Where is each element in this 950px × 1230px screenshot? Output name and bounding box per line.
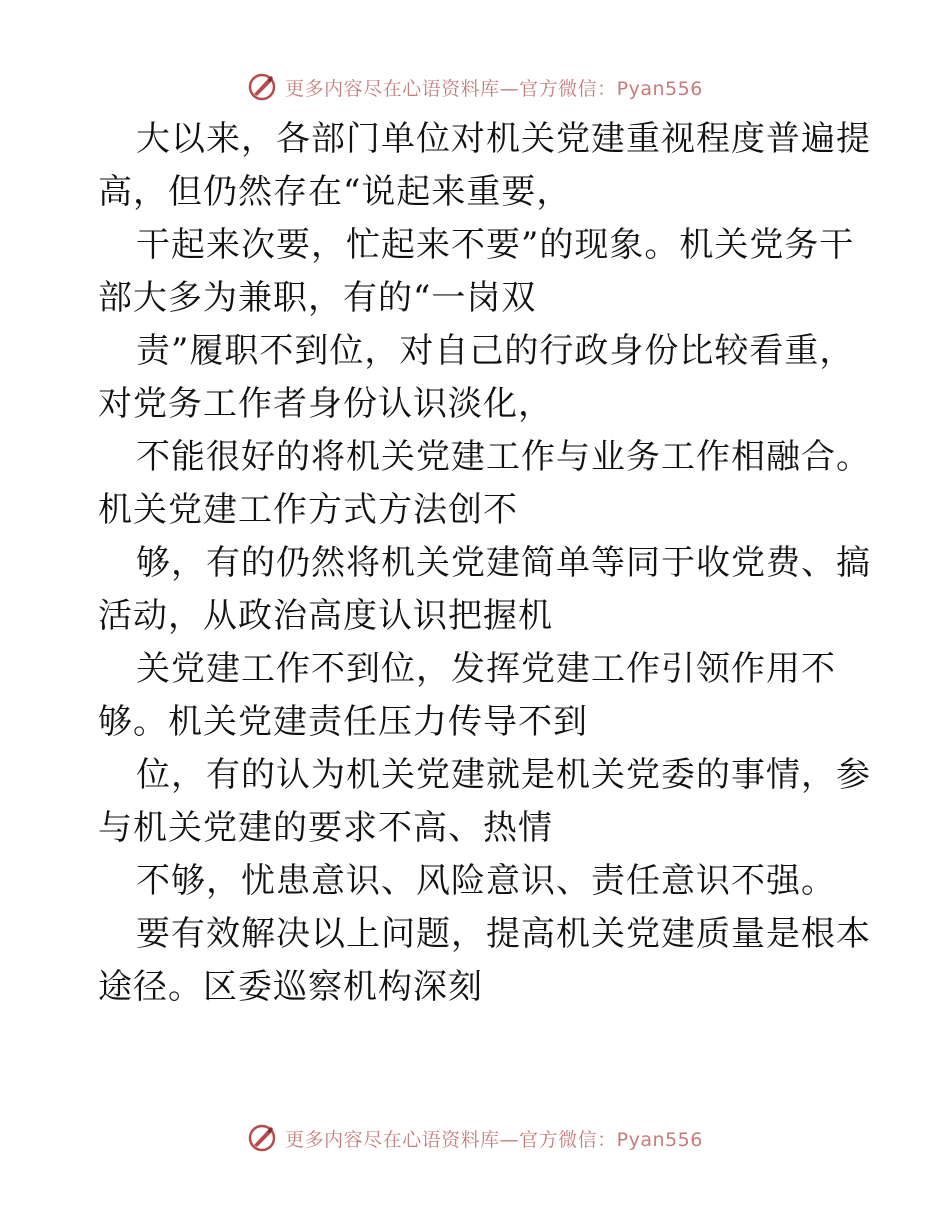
paragraph-line: 与机关党建的要求不高、热情 <box>98 808 553 848</box>
paragraph-line: 够，有的仍然将机关党建简单等同于收党费、搞 <box>136 543 871 583</box>
paragraph-line: 不够，忧患意识、风险意识、责任意识不强。 <box>136 861 836 901</box>
paragraph-line: 部大多为兼职，有的“一岗双 <box>98 278 537 318</box>
paragraph-line: 关党建工作不到位，发挥党建工作引领作用不 <box>136 649 836 689</box>
paragraph-line: 不能很好的将机关党建工作与业务工作相融合。 <box>136 437 871 477</box>
header-banner-text: 更多内容尽在心语资料库—官方微信：Pyan556 <box>285 77 703 100</box>
paragraph-line: 干起来次要，忙起来不要”的现象。机关党务干 <box>136 225 855 265</box>
paragraph-line: 高，但仍然存在“说起来重要， <box>98 172 572 212</box>
paragraph-line: 对党务工作者身份认识淡化， <box>98 384 553 424</box>
paragraph-line: 途径。区委巡察机构深刻 <box>98 967 483 1007</box>
paragraph-line: 大以来，各部门单位对机关党建重视程度普遍提 <box>136 119 871 159</box>
paragraph-line: 机关党建工作方式方法创不 <box>98 490 518 530</box>
paragraph-line: 位，有的认为机关党建就是机关党委的事情，参 <box>136 755 871 795</box>
quill-logo-icon <box>247 1123 277 1153</box>
paragraph-line: 责”履职不到位，对自己的行政身份比较看重， <box>136 331 855 371</box>
paragraph-line: 够。机关党建责任压力传导不到 <box>98 702 588 742</box>
document-body <box>98 119 871 1023</box>
header-banner <box>0 72 950 102</box>
paragraph-line: 活动，从政治高度认识把握机 <box>98 596 553 636</box>
quill-logo-icon <box>247 72 277 102</box>
footer-banner <box>0 1123 950 1153</box>
paragraph-line: 要有效解决以上问题，提高机关党建质量是根本 <box>136 914 871 954</box>
footer-banner-text: 更多内容尽在心语资料库—官方微信：Pyan556 <box>285 1128 703 1151</box>
